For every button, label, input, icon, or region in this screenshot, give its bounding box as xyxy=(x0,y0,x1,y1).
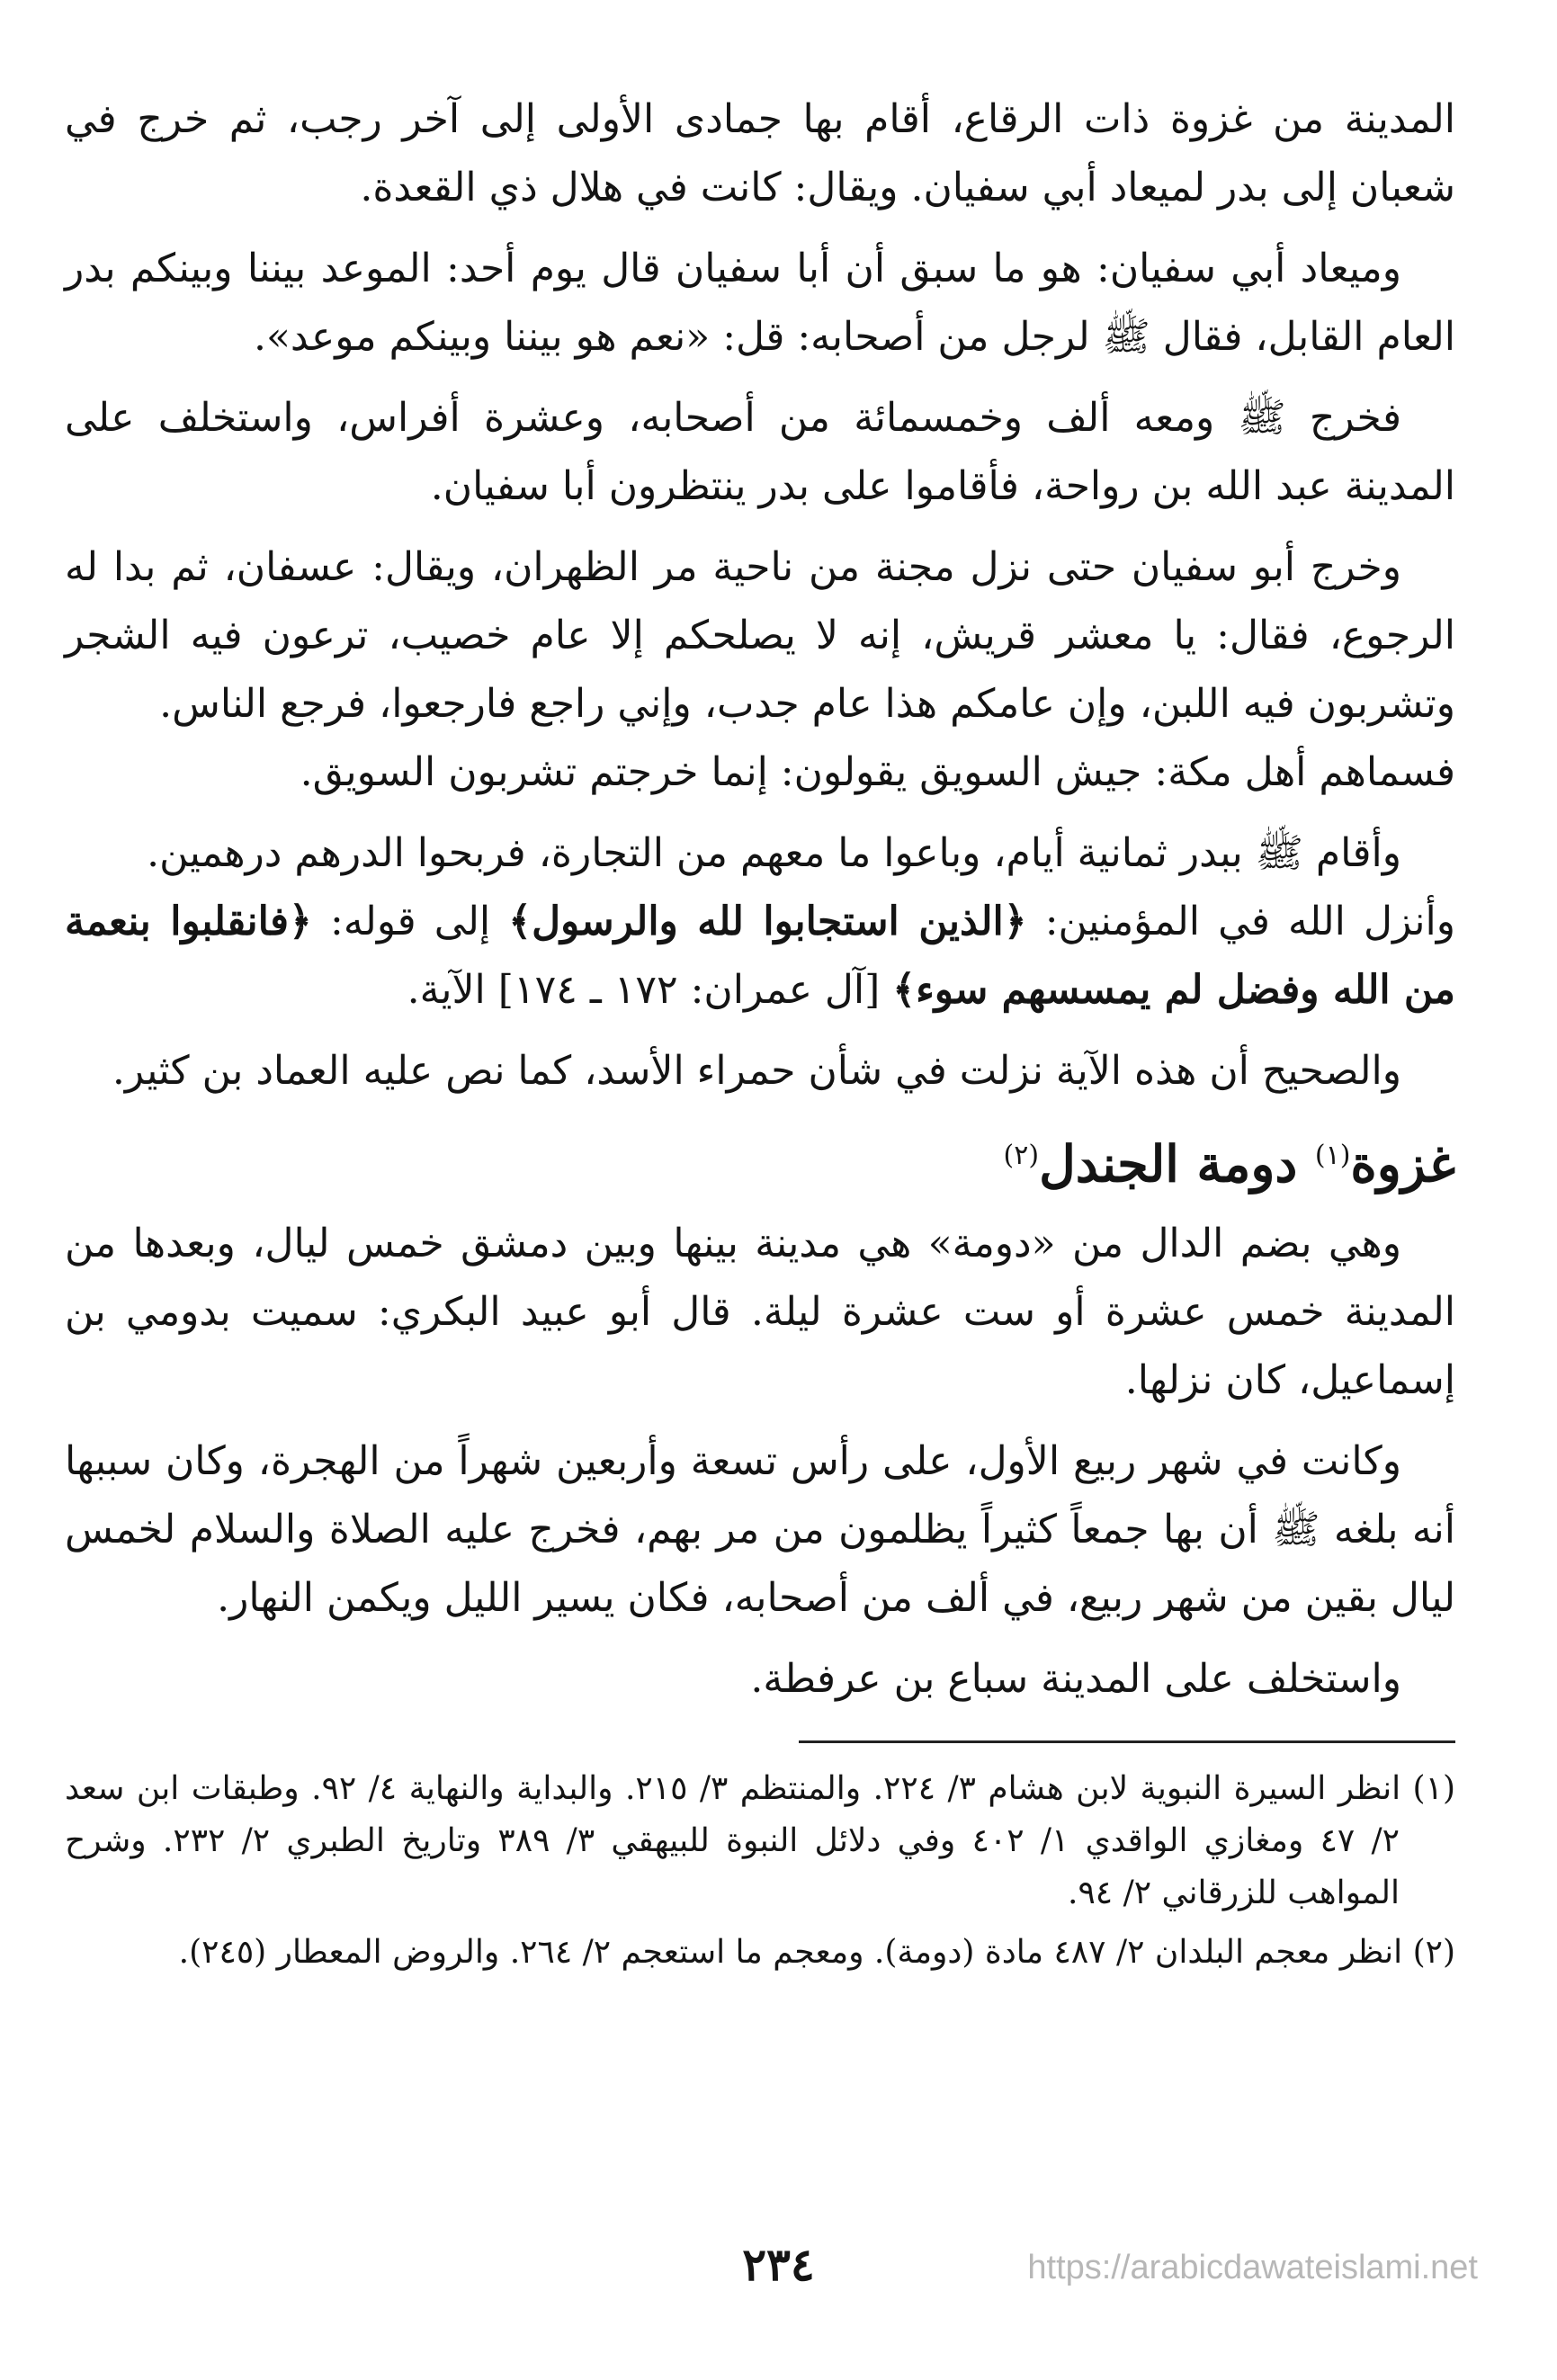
footnote-ref: (١) xyxy=(1314,1140,1351,1171)
paragraph: وخرج أبو سفيان حتى نزل مجنة من ناحية مر الظهران، ويقال: عسفان، ثم بدا له الرجوع، فقال: يا معشر قريش، إنه لا يصلحكم إلا عام خصيب، ترعون فيه الشجر وتشربون فيه اللبن، وإن عامكم هذا عام جدب، وإني راجع فارجعوا، فرجع الناس. xyxy=(65,544,1455,727)
footnote-divider xyxy=(799,1740,1455,1743)
paragraph: والصحيح أن هذه الآية نزلت في شأن حمراء الأسد، كما نص عليه العماد بن كثير. xyxy=(112,1048,1401,1094)
footnote: (٢) انظر معجم البلدان ٢/ ٤٨٧ مادة (دومة). ومعجم ما استعجم ٢/ ٢٦٤. والروض المعطار (٢٤٥). xyxy=(178,1933,1455,1971)
footnote-ref: (٢) xyxy=(1003,1140,1040,1171)
page-body xyxy=(65,85,1455,1986)
paragraph: وأقام ﷺ ببدر ثمانية أيام، وباعوا ما معهم من التجارة، فربحوا الدرهم درهمين. xyxy=(147,830,1401,876)
paragraph: المدينة من غزوة ذات الرقاع، أقام بها جمادى الأولى إلى آخر رجب، ثم خرج في شعبان إلى بدر لميعاد أبي سفيان. ويقال: كانت في هلال ذي القعدة. xyxy=(65,96,1455,210)
paragraph: وميعاد أبي سفيان: هو ما سبق أن أبا سفيان قال يوم أحد: الموعد بيننا وبينكم بدر العام القابل، فقال ﷺ لرجل من أصحابه: قل: «نعم هو بيننا وبينكم موعد». xyxy=(65,246,1455,360)
paragraph: وهي بضم الدال من «دومة» هي مدينة بينها وبين دمشق خمس ليال، وبعدها من المدينة خمس عشرة أو ست عشرة ليلة. قال أبو عبيد البكري: سميت بدومي بن إسماعيل، كان نزلها. xyxy=(65,1220,1455,1403)
quran-paragraph xyxy=(65,888,1455,1024)
quran-middle: إلى قوله: xyxy=(311,899,509,944)
watermark-url: https://arabicdawateislami.net xyxy=(1027,2249,1478,2286)
footnote: (١) انظر السيرة النبوية لابن هشام ٣/ ٢٢٤. والمنتظم ٣/ ٢١٥. والبداية والنهاية ٤/ ٩٢. وطبقات ابن سعد ٢/ ٤٧ ومغازي الواقدي ١/ ٤٠٢ وفي دلائل النبوة للبيهقي ٣/ ٣٨٩ وتاريخ الطبري ٢/ ٢٣٢. وشرح المواهب للزرقاني ٢/ ٩٤. xyxy=(65,1769,1455,1911)
section-heading xyxy=(65,1118,1455,1203)
paragraph: فسماهم أهل مكة: جيش السويق يقولون: إنما خرجتم تشربون السويق. xyxy=(300,749,1455,795)
paragraph: فخرج ﷺ ومعه ألف وخمسمائة من أصحابه، وعشرة أفراس، واستخلف على المدينة عبد الله بن رواحة، فأقاموا على بدر ينتظرون أبا سفيان. xyxy=(65,395,1455,509)
paragraph: واستخلف على المدينة سباع بن عرفطة. xyxy=(750,1655,1401,1702)
quran-intro: وأنزل الله في المؤمنين: xyxy=(1026,899,1455,944)
heading-text: غزوة xyxy=(1350,1134,1455,1194)
quran-verse: ﴿الذين استجابوا لله والرسول﴾ xyxy=(508,899,1027,944)
heading-text: دومة الجندل xyxy=(1039,1134,1315,1194)
paragraph: وكانت في شهر ربيع الأول، على رأس تسعة وأربعين شهراً من الهجرة، وكان سببها أنه بلغه ﷺ أن بها جمعاً كثيراً يظلمون من مر بهم، فخرج عليه الصلاة والسلام لخمس ليال بقين من شهر ربيع، في ألف من أصحابه، فكان يسير الليل ويكمن النهار. xyxy=(65,1437,1455,1621)
quran-citation: [آل عمران: ١٧٢ ـ ١٧٤] الآية. xyxy=(407,967,893,1013)
page-number: ٢٣٤ xyxy=(742,2238,815,2291)
quran-verse: ﴿فانقلبوا بنعمة من الله وفضل لم يمسسهم سوء﴾ xyxy=(65,899,1455,1013)
